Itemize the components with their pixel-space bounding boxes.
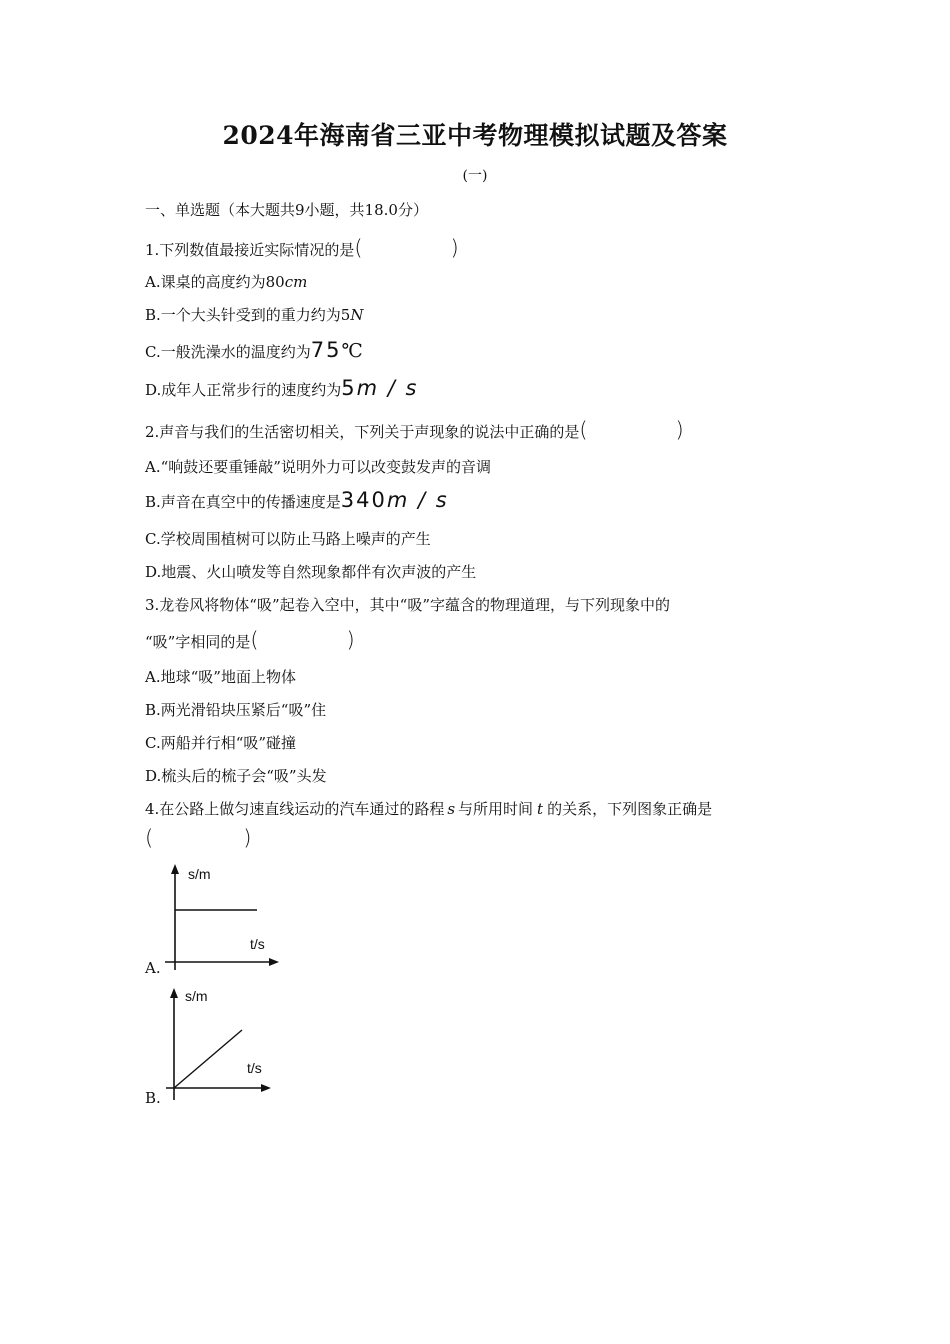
question-2-option-d: D.地震、火山喷发等自然现象都伴有次声波的产生: [145, 563, 477, 581]
graph-b: [160, 984, 285, 1104]
option-text: C.一般洗澡水的温度约为: [145, 343, 311, 361]
page-subtitle: (一): [462, 168, 488, 184]
question-1-option-d: [145, 378, 418, 400]
question-1-text: 1.下列数值最接近实际情况的是: [145, 241, 355, 259]
x-axis-arrow: [261, 1084, 271, 1092]
option-text: B.声音在真空中的传播速度是: [145, 493, 341, 511]
question-3-text: “吸”字相同的是: [145, 633, 251, 651]
option-unit: cm: [284, 273, 308, 291]
answer-paren-open: (: [354, 236, 363, 260]
answer-paren-open: (: [579, 418, 588, 442]
question-3-option-a: A.地球“吸”地面上物体: [145, 668, 296, 686]
question-3-option-d: D.梳头后的梳子会“吸”头发: [145, 767, 327, 785]
question-3-stem-line-1: 3.龙卷风将物体“吸”起卷入空中，其中“吸”字蕴含的物理道理，与下列现象中的: [145, 596, 670, 614]
page-title: 2024年海南省三亚中考物理模拟试题及答案: [222, 121, 728, 150]
answer-paren-close: ): [675, 418, 684, 442]
x-axis-label: t/s: [250, 936, 265, 952]
answer-paren-open: (: [250, 628, 259, 652]
answer-paren-close: ): [243, 826, 252, 850]
question-1-stem: [145, 238, 459, 260]
option-unit: m / s: [386, 488, 449, 512]
option-value: 5: [341, 376, 357, 400]
question-4-text-mid: 与所用时间: [458, 800, 534, 818]
option-text: D.成年人正常步行的速度约为: [145, 381, 342, 399]
question-2-option-b: [145, 490, 449, 512]
x-axis-label: t/s: [247, 1060, 262, 1076]
question-2-stem: [145, 420, 684, 442]
question-4-text-pre: 4.在公路上做匀速直线运动的汽车通过的路程: [145, 800, 445, 818]
variable-t: t: [537, 800, 544, 818]
question-1-option-c: [145, 340, 363, 362]
graph-a-label: A.: [145, 959, 161, 977]
section-heading: 一、单选题（本大题共9小题，共18.0分）: [145, 201, 428, 219]
question-3-option-b: B.两光滑铅块压紧后“吸”住: [145, 701, 327, 719]
question-4-answer-blank: [145, 828, 251, 850]
question-2-text: 2.声音与我们的生活密切相关，下列关于声现象的说法中正确的是: [145, 423, 580, 441]
option-unit: N: [350, 306, 364, 324]
question-2-option-c: C.学校周围植树可以防止马路上噪声的产生: [145, 530, 431, 548]
option-unit: ℃: [341, 340, 363, 362]
question-2-option-a: A.“响鼓还要重锤敲”说明外力可以改变鼓发声的音调: [145, 458, 491, 476]
question-1-option-b: [145, 305, 363, 325]
y-axis-label: s/m: [188, 866, 211, 882]
y-axis-label: s/m: [185, 988, 208, 1004]
graph-a: [160, 862, 285, 974]
question-4-stem: [145, 799, 712, 819]
question-1-option-a: [145, 272, 307, 292]
question-4-text-post: 的关系，下列图象正确是: [547, 800, 713, 818]
option-value: 340: [340, 488, 387, 512]
graph-b-line: [174, 1030, 242, 1088]
y-axis-arrow: [170, 988, 178, 998]
question-3-stem-line-2: [145, 630, 355, 652]
option-text: A.课桌的高度约为80: [145, 273, 285, 291]
answer-paren-open: (: [145, 826, 154, 850]
answer-paren-close: ): [346, 628, 355, 652]
variable-s: s: [447, 800, 456, 818]
graph-b-label: B.: [145, 1089, 161, 1107]
option-text: B.一个大头针受到的重力约为5: [145, 306, 351, 324]
y-axis-arrow: [171, 864, 179, 874]
answer-paren-close: ): [450, 236, 459, 260]
x-axis-arrow: [269, 958, 279, 966]
question-3-option-c: C.两船并行相“吸”碰撞: [145, 734, 297, 752]
option-value: 75: [310, 338, 342, 362]
option-unit: m / s: [356, 376, 419, 400]
